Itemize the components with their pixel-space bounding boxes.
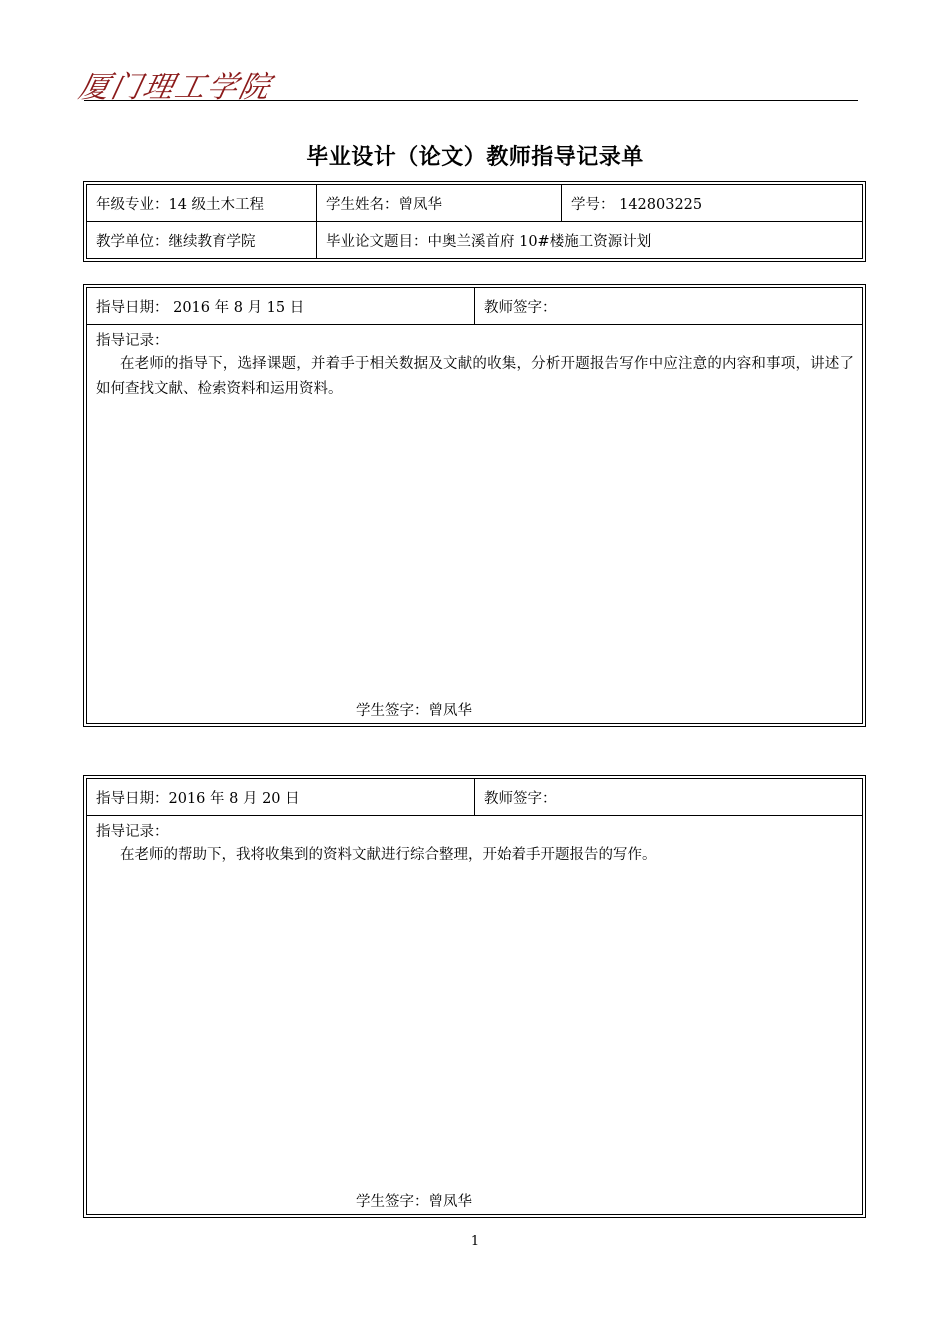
teacher-signature-cell: 教师签字： [475,779,863,816]
teacher-signature-cell: 教师签字： [475,288,863,325]
department-cell: 教学单位：继续教育学院 [87,222,317,259]
record-content: 在老师的指导下，选择课题，并着手于相关数据及文献的收集，分析开题报告写作中应注意的内容和事项，讲述了如何查找文献、检索资料和运用资料。 [96,356,854,397]
school-logo: 厦门理工学院 [75,70,275,105]
guidance-record-table-1 [86,287,863,724]
guidance-record-table-2 [86,778,863,1215]
record-content: 在老师的帮助下，我将收集到的资料文献进行综合整理，开始着手开题报告的写作。 [120,847,657,863]
student-signature: 学生签字：曾凤华 [356,1194,472,1210]
record-label: 指导记录： [96,333,169,349]
student-signature: 学生签字：曾凤华 [356,703,472,719]
record-label: 指导记录： [96,824,169,840]
page-title: 毕业设计（论文）教师指导记录单 [306,145,644,170]
grade-major-cell: 年级专业：14 级土木工程 [87,185,317,222]
guidance-record-body [87,816,863,1215]
page-number: 1 [470,1234,480,1249]
header-divider [84,100,858,101]
thesis-topic-cell: 毕业论文题目：中奥兰溪首府 10#楼施工资源计划 [317,222,863,259]
guidance-date-cell: 指导日期：2016 年 8 月 20 日 [87,779,475,816]
student-info-table [86,184,863,259]
guidance-record-body [87,325,863,724]
student-id-cell: 学号： 142803225 [562,185,863,222]
student-name-cell: 学生姓名：曾凤华 [317,185,562,222]
guidance-date-cell: 指导日期： 2016 年 8 月 15 日 [87,288,475,325]
